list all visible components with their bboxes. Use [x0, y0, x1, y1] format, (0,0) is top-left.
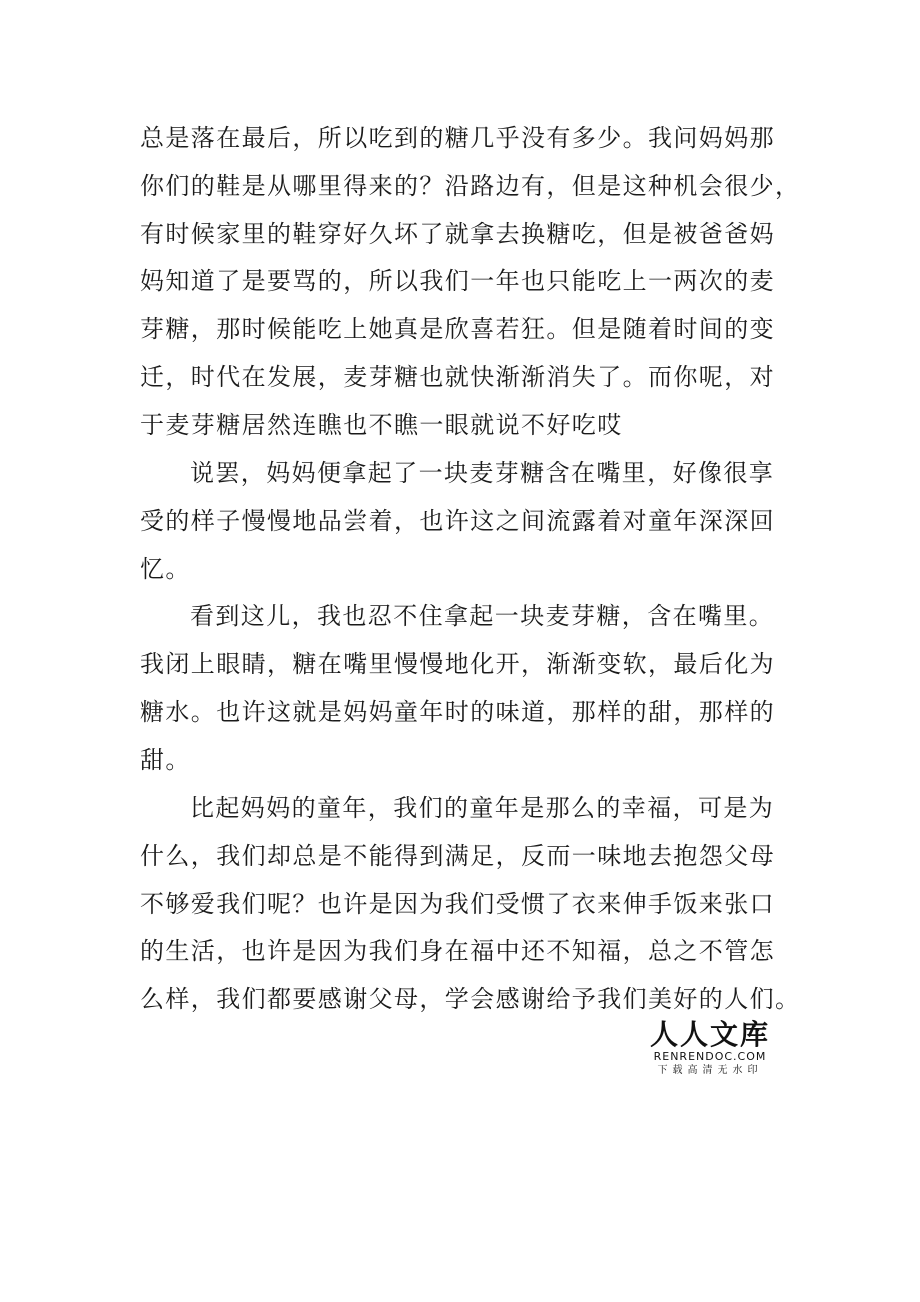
watermark-logo	[640, 1020, 780, 1078]
text-line: 妈知道了是要骂的，所以我们一年也只能吃上一两次的麦	[140, 267, 775, 295]
text-line: 总是落在最后，所以吃到的糖几乎没有多少。我问妈妈那	[140, 124, 775, 152]
text-line: 说罢，妈妈便拿起了一块麦芽糖含在嘴里，好像很享	[190, 459, 775, 487]
text-line: 看到这儿，我也忍不住拿起一块麦芽糖，含在嘴里。	[190, 602, 775, 630]
text-line: 甜。	[140, 746, 191, 774]
text-line: 不够爱我们呢？也许是因为我们受惯了衣来伸手饭来张口	[140, 890, 775, 918]
text-line: 迁，时代在发展，麦芽糖也就快渐渐消失了。而你呢，对	[140, 363, 775, 391]
watermark-url: RENRENDOC.COM	[653, 1050, 767, 1063]
text-line: 的生活，也许是因为我们身在福中还不知福，总之不管怎	[140, 937, 775, 965]
text-line: 受的样子慢慢地品尝着，也许这之间流露着对童年深深回	[140, 507, 775, 535]
text-line: 芽糖，那时候能吃上她真是欣喜若狂。但是随着时间的变	[140, 315, 775, 343]
text-line: 什么，我们却总是不能得到满足，反而一味地去抱怨父母	[140, 842, 775, 870]
text-line: 么样，我们都要感谢父母，学会感谢给予我们美好的人们。	[140, 985, 801, 1013]
text-line: 忆。	[140, 555, 191, 583]
text-line: 比起妈妈的童年，我们的童年是那么的幸福，可是为	[190, 794, 775, 822]
text-line: 你们的鞋是从哪里得来的？沿路边有，但是这种机会很少，	[140, 172, 801, 200]
text-line: 糖水。也许这就是妈妈童年时的味道，那样的甜，那样的	[140, 698, 775, 726]
watermark-title: 人人文库	[649, 1018, 770, 1051]
text-line: 我闭上眼睛，糖在嘴里慢慢地化开，渐渐变软，最后化为	[140, 650, 775, 678]
watermark-subtitle: 下载高清无水印	[657, 1065, 763, 1076]
text-line: 有时候家里的鞋穿好久坏了就拿去换糖吃，但是被爸爸妈	[140, 220, 775, 248]
text-line: 于麦芽糖居然连瞧也不瞧一眼就说不好吃哎	[140, 411, 623, 439]
